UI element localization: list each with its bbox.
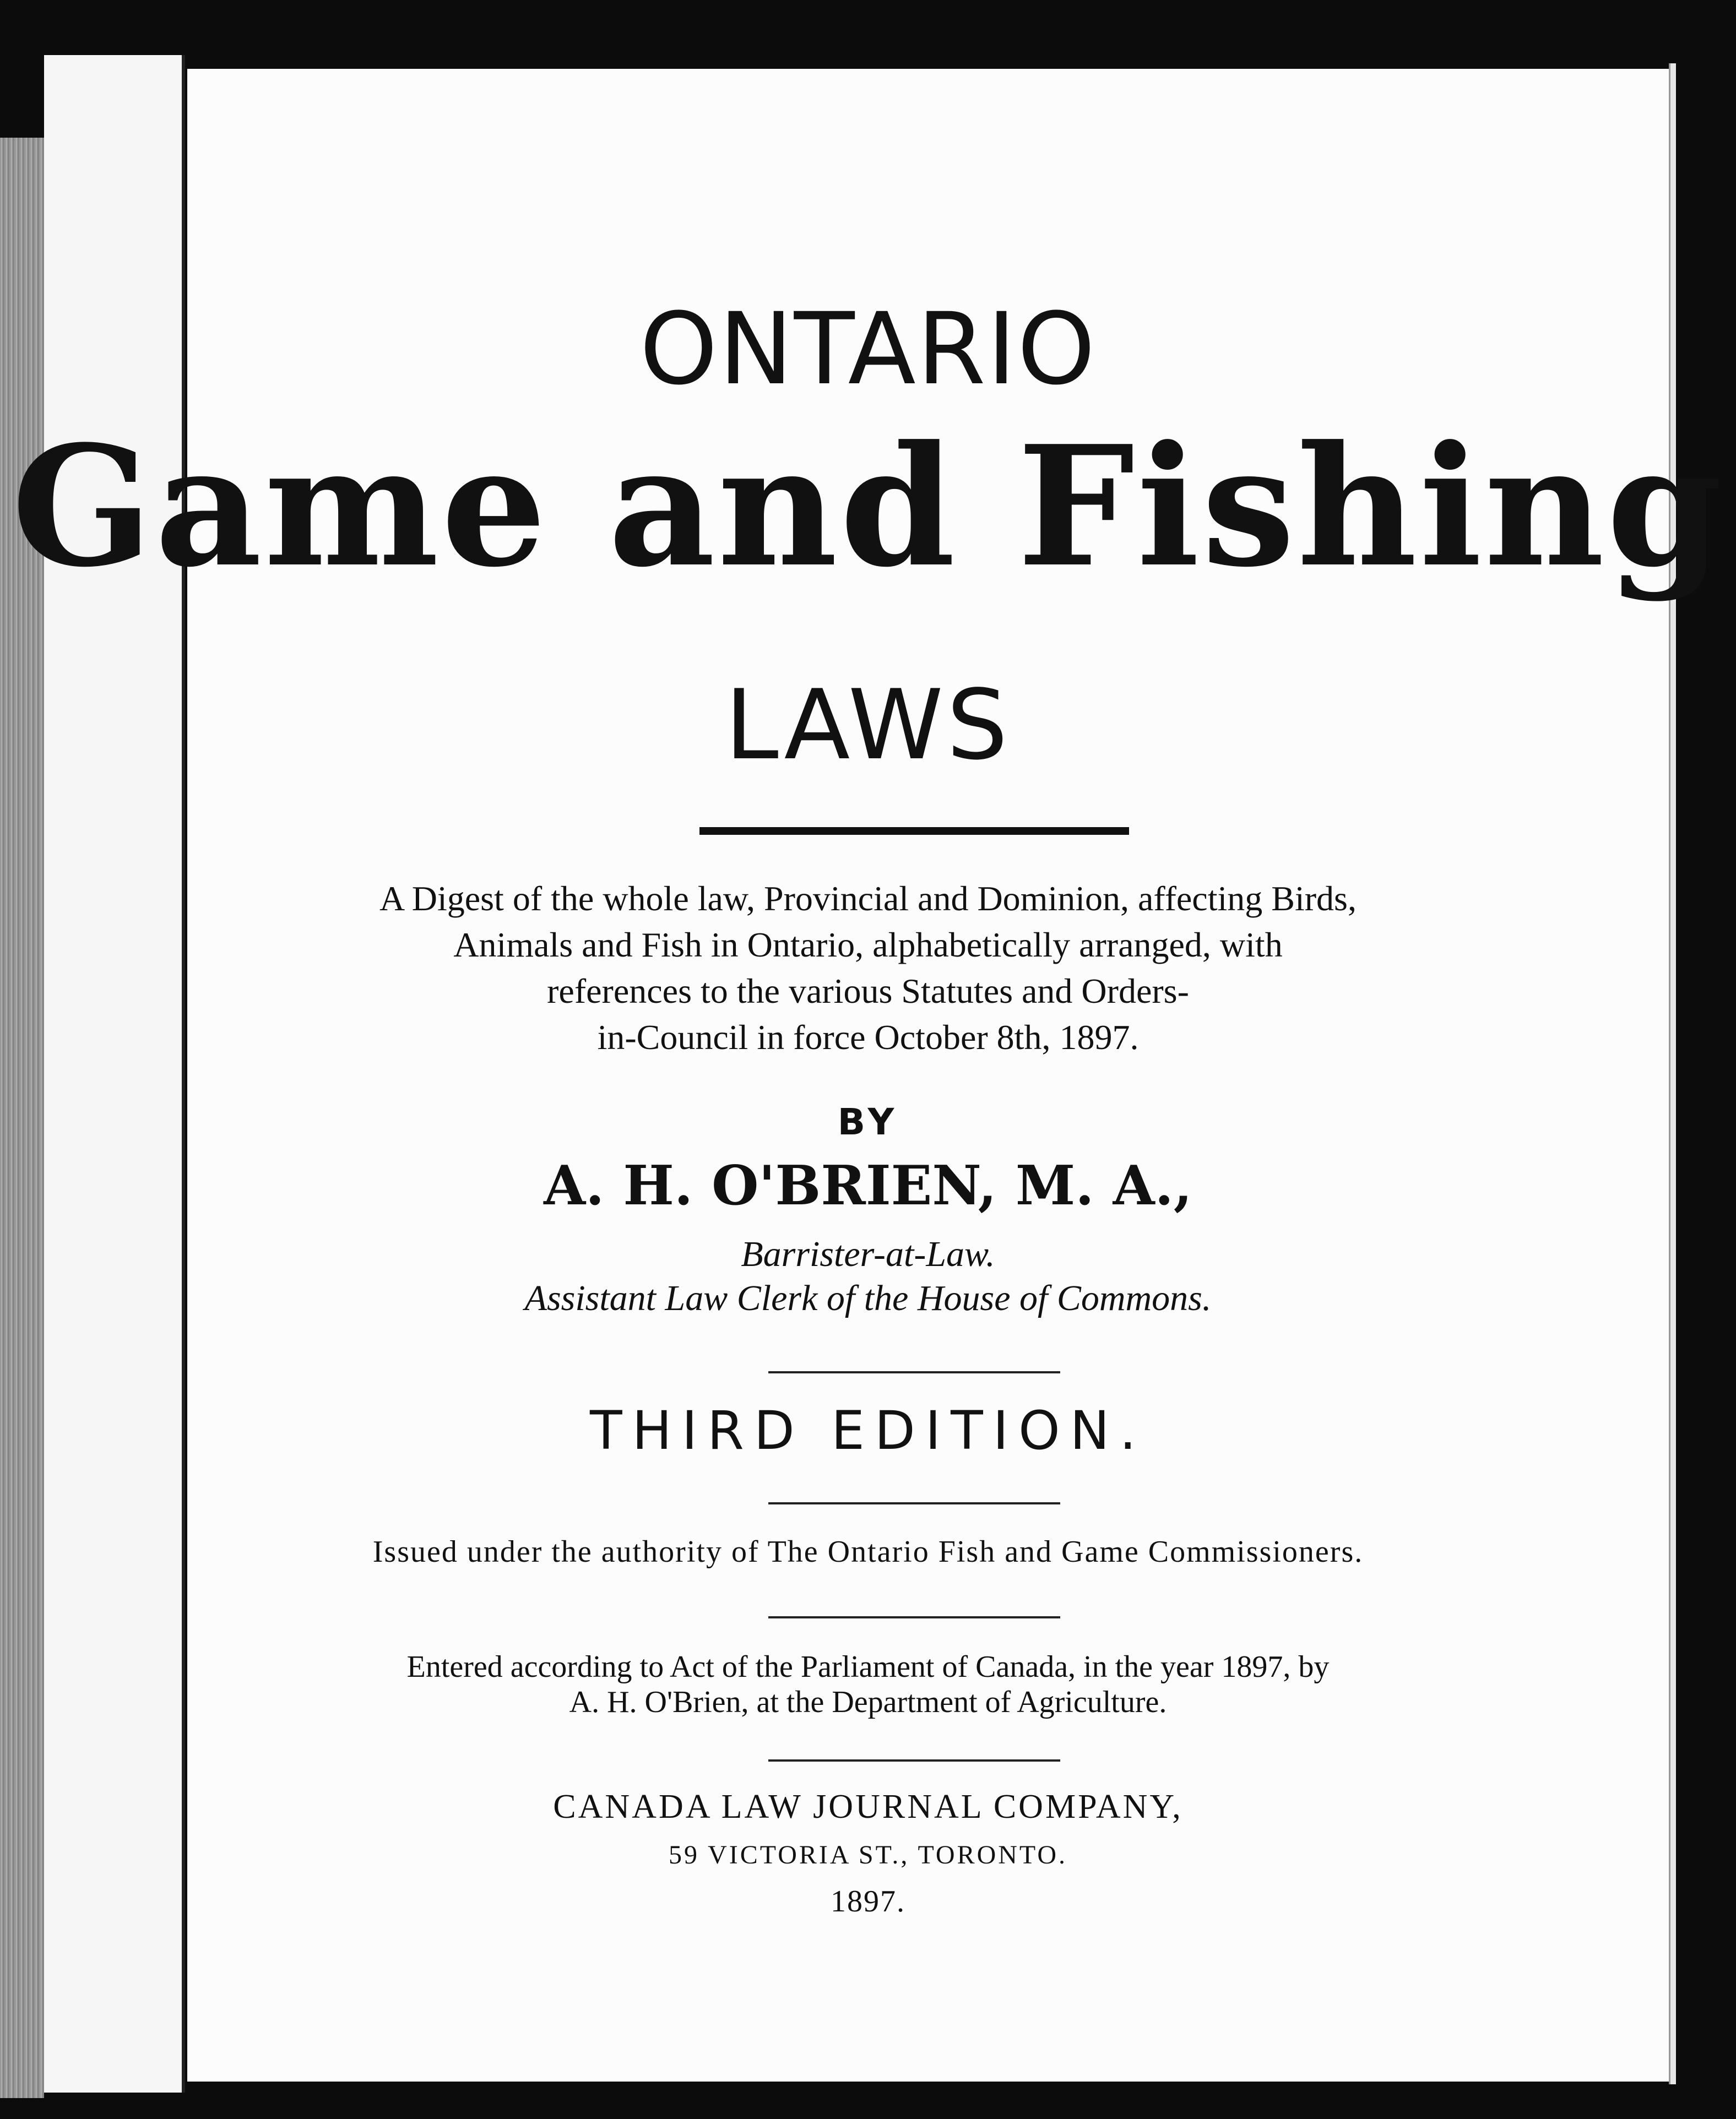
description-line-4: in-Council in force October 8th, 1897. (597, 1018, 1139, 1057)
copyright-statement (0, 1649, 1736, 1720)
publication-year: 1897. (831, 1884, 905, 1919)
byline: BY (837, 1101, 899, 1143)
divider-rule-1 (768, 1371, 1060, 1373)
description (0, 876, 1736, 1061)
description-line-2: Animals and Fish in Ontario, alphabetically arranged, with (453, 925, 1283, 964)
divider-rule-2 (768, 1502, 1060, 1504)
divider-rule-3 (768, 1616, 1060, 1618)
issued-statement: Issued under the authority of The Ontario Fish and Game Commissioners. (372, 1535, 1364, 1569)
copyright-line-1: Entered according to Act of the Parliament of Canada, in the year 1897, by (406, 1650, 1330, 1684)
title-rule (699, 827, 1129, 835)
author-role-barrister: Barrister-at-Law. (741, 1234, 995, 1274)
edition: THIRD EDITION. (589, 1400, 1146, 1461)
title-laws: LAWS (725, 670, 1011, 781)
copyright-line-2: A. H. O'Brien, at the Department of Agriculture. (569, 1685, 1167, 1719)
divider-rule-4 (768, 1759, 1060, 1762)
author-role-clerk: Assistant Law Clerk of the House of Commons. (524, 1278, 1212, 1318)
description-line-1: A Digest of the whole law, Provincial and Dominion, affecting Birds, (379, 879, 1357, 918)
title-game-and-fishing: Game and Fishing (12, 409, 1724, 604)
publisher-address: 59 VICTORIA ST., TORONTO. (668, 1840, 1068, 1870)
description-line-3: references to the various Statutes and Orders- (547, 971, 1189, 1010)
title-ontario: ONTARIO (639, 292, 1097, 407)
author-name: A. H. O'BRIEN, M. A., (544, 1154, 1192, 1218)
publisher-name: CANADA LAW JOURNAL COMPANY, (553, 1788, 1183, 1825)
